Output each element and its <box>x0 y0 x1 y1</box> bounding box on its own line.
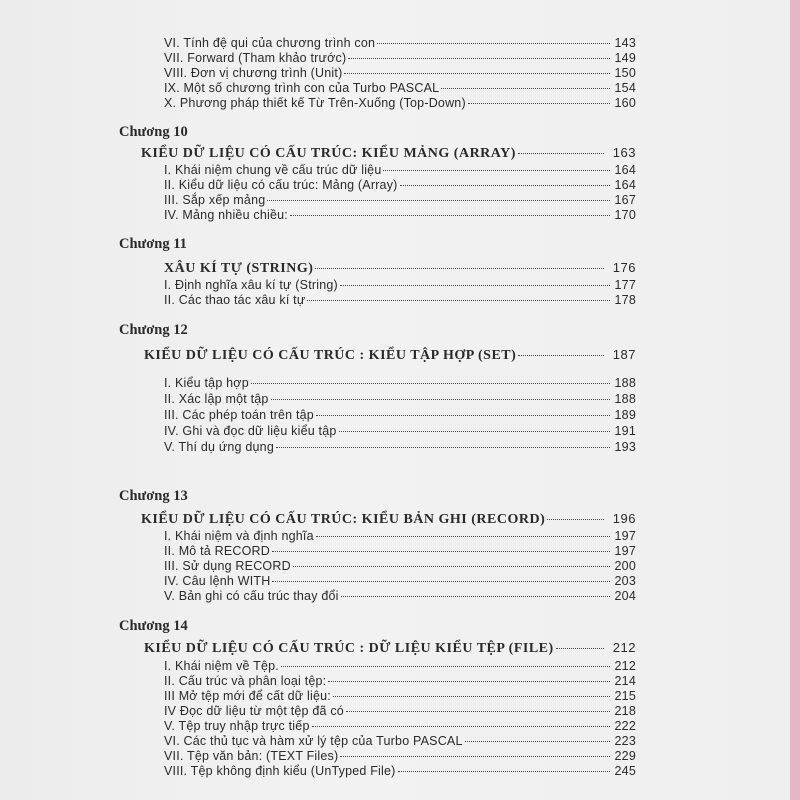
toc-entry <box>164 764 636 778</box>
toc-entry-page: 212 <box>614 659 636 673</box>
toc-entry-page: 189 <box>614 408 636 422</box>
toc-entry <box>164 81 636 95</box>
toc-entry-page: 164 <box>614 178 636 192</box>
toc-entry-page: 245 <box>614 764 636 778</box>
toc-entry <box>164 376 636 390</box>
toc-entry-title: II. Xác lập một tập <box>164 392 269 406</box>
dot-leader <box>271 399 610 400</box>
chapter-page: 212 <box>612 640 636 655</box>
toc-entry <box>164 749 636 763</box>
toc-entry-title: I. Khái niệm về Tệp. <box>164 659 279 673</box>
dot-leader <box>547 519 604 520</box>
toc-entry-page: 222 <box>614 719 636 733</box>
toc-entry <box>164 424 636 438</box>
chapter-page: 176 <box>612 260 636 275</box>
dot-leader <box>316 415 610 416</box>
toc-entry-title: IV. Câu lệnh WITH <box>164 574 271 588</box>
toc-entry-page: 193 <box>614 440 636 454</box>
toc-entry-page: 223 <box>614 734 636 748</box>
toc-entry-title: VIII. Đơn vị chương trình (Unit) <box>164 66 343 80</box>
toc-entry <box>164 278 636 292</box>
chapter-title-entry <box>141 145 636 162</box>
toc-entry-title: II. Kiểu dữ liệu có cấu trúc: Mảng (Array) <box>164 178 398 192</box>
toc-entry <box>164 559 636 573</box>
toc-entry-title: V. Tệp truy nhập trực tiếp <box>164 719 310 733</box>
toc-entry-page: 218 <box>614 704 636 718</box>
toc-entry-title: I. Khái niệm chung về cấu trúc dữ liệu <box>164 163 382 177</box>
dot-leader <box>346 711 610 712</box>
toc-entry <box>164 734 636 748</box>
dot-leader <box>272 551 610 552</box>
toc-entry-title: V. Thí dụ ứng dụng <box>164 440 274 454</box>
toc-entry-page: 188 <box>614 392 636 406</box>
chapter-title: KIỂU DỮ LIỆU CÓ CẤU TRÚC : KIỂU TẬP HỢP (SET) <box>144 348 517 363</box>
chapter-title: KIỂU DỮ LIỆU CÓ CẤU TRÚC: KIỂU BẢN GHI (RECORD) <box>141 512 546 527</box>
toc-entry-page: 143 <box>614 36 636 50</box>
toc-entry <box>164 36 636 50</box>
toc-entry <box>164 719 636 733</box>
toc-entry-title: I. Định nghĩa xâu kí tự (String) <box>164 278 338 292</box>
toc-entry <box>164 659 636 673</box>
toc-entry-title: III. Các phép toán trên tập <box>164 408 314 422</box>
dot-leader <box>267 200 610 201</box>
toc-entry-title: II. Cấu trúc và phân loại tệp: <box>164 674 327 688</box>
dot-leader <box>518 355 604 356</box>
chapter-label: Chương 10 <box>119 124 188 140</box>
toc-entry-page: 154 <box>614 81 636 95</box>
toc-entry <box>164 392 636 406</box>
toc-entry-title: VI. Tính đệ qui của chương trình con <box>164 36 376 50</box>
toc-entry <box>164 208 636 222</box>
toc-entry-page: 167 <box>614 193 636 207</box>
dot-leader <box>465 741 610 742</box>
chapter-label: Chương 14 <box>119 618 188 634</box>
chapter-label: Chương 11 <box>119 236 187 252</box>
toc-entry-page: 188 <box>614 376 636 390</box>
dot-leader <box>348 58 610 59</box>
toc-entry-title: II. Mô tả RECORD <box>164 544 270 558</box>
toc-entry <box>164 704 636 718</box>
toc-entry-page: 191 <box>614 424 636 438</box>
chapter-page: 187 <box>612 347 636 362</box>
chapter-title-entry <box>141 511 636 528</box>
toc-entry <box>164 96 636 110</box>
toc-entry-page: 164 <box>614 163 636 177</box>
toc-entry-title: IV Đọc dữ liệu từ một tệp đã có <box>164 704 344 718</box>
chapter-label: Chương 13 <box>119 488 188 504</box>
toc-entry-page: 204 <box>614 589 636 603</box>
toc-entry-page: 178 <box>614 293 636 307</box>
toc-entry <box>164 689 636 703</box>
dot-leader <box>556 648 604 649</box>
chapter-title: KIỂU DỮ LIỆU CÓ CẤU TRÚC : DỮ LIỆU KIỂU TỆP (FILE) <box>144 641 554 656</box>
toc-entry-page: 197 <box>614 529 636 543</box>
toc-entry-page: 160 <box>614 96 636 110</box>
dot-leader <box>315 268 604 269</box>
toc-entry <box>164 544 636 558</box>
toc-entry-page: 197 <box>614 544 636 558</box>
toc-entry <box>164 293 636 307</box>
dot-leader <box>468 103 610 104</box>
dot-leader <box>344 73 610 74</box>
toc-entry <box>164 193 636 207</box>
dot-leader <box>400 185 610 186</box>
dot-leader <box>281 666 610 667</box>
dot-leader <box>312 726 610 727</box>
toc-entry-page: 150 <box>614 66 636 80</box>
chapter-title-entry <box>144 347 636 364</box>
toc-entry <box>164 529 636 543</box>
chapter-page: 196 <box>612 511 636 526</box>
toc-entry-title: III. Sử dụng RECORD <box>164 559 291 573</box>
toc-entry-page: 200 <box>614 559 636 573</box>
dot-leader <box>377 43 610 44</box>
dot-leader <box>341 596 610 597</box>
toc-entry-page: 149 <box>614 51 636 65</box>
toc-entry-page: 229 <box>614 749 636 763</box>
page-edge <box>790 0 800 800</box>
dot-leader <box>340 285 610 286</box>
toc-entry-title: IV. Mảng nhiều chiều: <box>164 208 288 222</box>
toc-entry-page: 170 <box>614 208 636 222</box>
dot-leader <box>383 170 610 171</box>
dot-leader <box>398 771 611 772</box>
toc-entry-title: VIII. Tệp không định kiểu (UnTyped File) <box>164 764 396 778</box>
chapter-title: XÂU KÍ TỰ (STRING) <box>164 261 314 276</box>
toc-entry-page: 215 <box>614 689 636 703</box>
dot-leader <box>441 88 610 89</box>
toc-entry <box>164 51 636 65</box>
toc-entry-page: 203 <box>614 574 636 588</box>
toc-entry <box>164 440 636 454</box>
dot-leader <box>293 566 610 567</box>
chapter-page: 163 <box>612 145 636 160</box>
toc-entry-title: III Mở tệp mới để cất dữ liệu: <box>164 689 331 703</box>
dot-leader <box>272 581 610 582</box>
toc-entry <box>164 574 636 588</box>
toc-entry <box>164 178 636 192</box>
dot-leader <box>316 536 610 537</box>
dot-leader <box>518 153 604 154</box>
chapter-title-entry <box>144 640 636 657</box>
chapter-title-entry <box>164 260 636 277</box>
toc-entry-title: VII. Forward (Tham khảo trước) <box>164 51 347 65</box>
toc-entry-title: IV. Ghi và đọc dữ liệu kiểu tập <box>164 424 337 438</box>
chapter-title: KIỂU DỮ LIỆU CÓ CẤU TRÚC: KIỂU MẢNG (ARRAY) <box>141 146 516 161</box>
toc-entry-title: VII. Tệp văn bản: (TEXT Files) <box>164 749 339 763</box>
toc-entry-title: VI. Các thủ tục và hàm xử lý tệp của Turbo PASCAL <box>164 734 463 748</box>
toc-entry-title: IX. Một số chương trình con của Turbo PASCAL <box>164 81 440 95</box>
toc-entry <box>164 163 636 177</box>
dot-leader <box>251 383 610 384</box>
chapter-label: Chương 12 <box>119 322 188 338</box>
dot-leader <box>340 756 610 757</box>
toc-entry-title: I. Kiểu tập hợp <box>164 376 249 390</box>
toc-entry-title: III. Sắp xếp mảng <box>164 193 266 207</box>
toc-entry <box>164 674 636 688</box>
dot-leader <box>333 696 610 697</box>
toc-entry <box>164 589 636 603</box>
toc-entry-title: I. Khái niệm và định nghĩa <box>164 529 314 543</box>
dot-leader <box>290 215 610 216</box>
toc-entry-title: II. Các thao tác xâu kí tự <box>164 293 306 307</box>
toc-entry <box>164 408 636 422</box>
toc-entry-title: X. Phương pháp thiết kế Từ Trên-Xuống (Top-Down) <box>164 96 466 110</box>
dot-leader <box>276 447 610 448</box>
dot-leader <box>328 681 610 682</box>
dot-leader <box>307 300 610 301</box>
toc-entry <box>164 66 636 80</box>
toc-entry-page: 214 <box>614 674 636 688</box>
toc-entry-title: V. Bản ghi có cấu trúc thay đổi <box>164 589 339 603</box>
toc-entry-page: 177 <box>614 278 636 292</box>
dot-leader <box>339 431 610 432</box>
